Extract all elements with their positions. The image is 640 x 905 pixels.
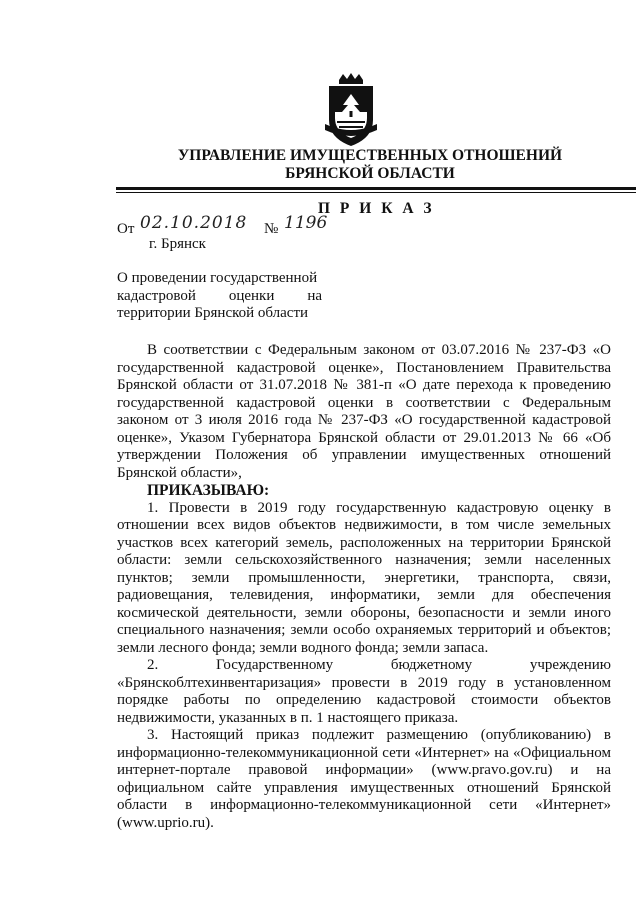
handwritten-number: 1196 bbox=[284, 213, 328, 233]
order-item-3: 3. Настоящий приказ подлежит размещению (опубликованию) в информационно-телекоммуникационной сети «Интернет» на «Официальном интернет-портале правовой информации» (www.pravo.gov.ru) и на официальном сайте управления имущественных отношений Брянской области в информационно-телекоммуникационной сети «Интернет» (www.uprio.ru). bbox=[117, 727, 611, 831]
subject-line: кадастровой оценки на bbox=[117, 287, 322, 304]
handwritten-date: 02.10.2018 bbox=[140, 213, 248, 233]
order-item-2: 2. Государственному бюджетному учреждению «Брянскоблтехинвентаризация» провести в 2019 году в установленном порядке работы по определению кадастровой стоимости объектов недвижимости, указанных в п. 1 настоящего приказа. bbox=[117, 657, 611, 726]
date-label: От bbox=[117, 221, 135, 237]
number-label: № bbox=[264, 221, 279, 237]
order-heading: ПРИКАЗЫВАЮ: bbox=[147, 482, 270, 499]
order-body bbox=[117, 342, 611, 832]
subject-line: О проведении государственной bbox=[117, 270, 318, 286]
city: г. Брянск bbox=[149, 236, 206, 252]
bryansk-coat-of-arms-icon bbox=[321, 72, 381, 150]
header-divider bbox=[116, 187, 636, 190]
subject-line: территории Брянской области bbox=[117, 305, 309, 321]
header-divider-thin bbox=[116, 192, 636, 193]
order-item-1: 1. Провести в 2019 году государственную кадастровую оценку в отношении всех видов объектов недвижимости, в том числе земельных участков всех категорий земель, расположенных на территории Брянской области: земли сельскохозяйственного назначения; земли населенных пунктов; земли промышленности, энергетики, транспорта, связи, радиовещания, телевидения, информатики, земли для обеспечения космической деятельности, земли обороны, безопасности и земли иного специального назначения; земли особо охраняемых территорий и объектов; земли лесного фонда; земли водного фонда; земли запаса. bbox=[117, 499, 611, 656]
document-type: П Р И К А З bbox=[318, 200, 435, 217]
order-subject bbox=[117, 270, 322, 323]
preamble-paragraph: В соответствии с Федеральным законом от 03.07.2016 № 237-ФЗ «О государственной кадастровой оценке», Постановлением Правительства Брянской области от 31.07.2018 № 381-п «О дате перехода к проведению государственной кадастровой оценки в соответствии с Федеральным законом от 3 июля 2016 года № 237-ФЗ «О государственной кадастровой оценке», Указом Губернатора Брянской области от 29.01.2013 № 66 «Об утверждении Положения об управлении имущественных отношений Брянской области», bbox=[117, 342, 611, 481]
organization-name-line2: БРЯНСКОЙ ОБЛАСТИ bbox=[285, 165, 455, 182]
organization-name-line1: УПРАВЛЕНИЕ ИМУЩЕСТВЕННЫХ ОТНОШЕНИЙ bbox=[177, 147, 563, 164]
